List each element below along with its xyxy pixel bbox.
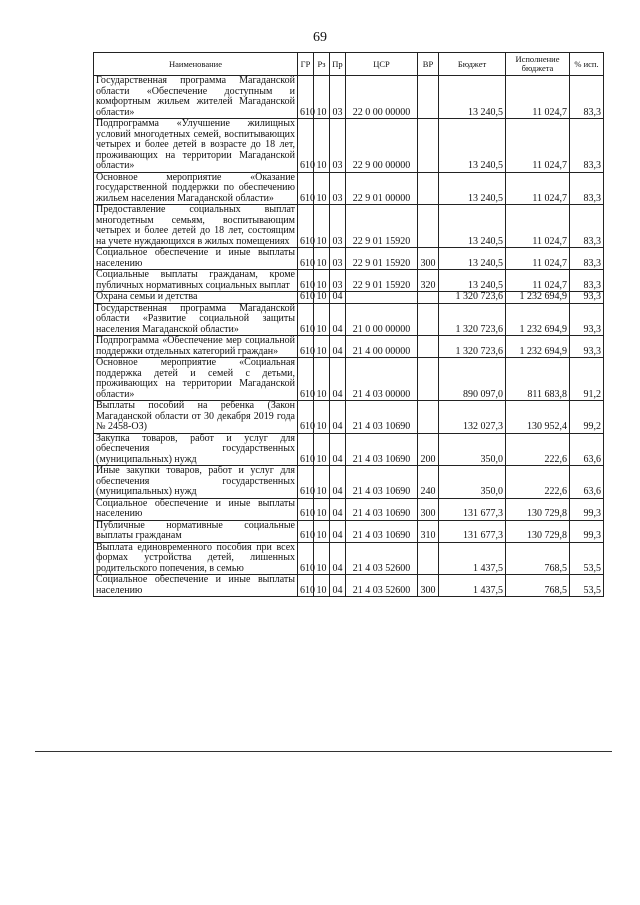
row-csr: 21 4 03 52600: [346, 575, 418, 597]
row-budget: 13 240,5: [439, 270, 506, 292]
row-vr: 300: [418, 498, 439, 520]
row-percent: 83,3: [570, 172, 604, 205]
row-execution: 1 232 694,9: [506, 303, 570, 336]
row-gr: 610: [298, 303, 314, 336]
row-execution: 11 024,7: [506, 172, 570, 205]
row-budget: 1 320 723,6: [439, 336, 506, 358]
row-name: Социальные выплаты гражданам, кроме публичных нормативных социальных выплат: [94, 270, 298, 292]
row-percent: 83,3: [570, 76, 604, 119]
row-pr: 04: [330, 520, 346, 542]
row-name: Социальное обеспечение и иные выплаты населению: [94, 575, 298, 597]
table-row: [94, 119, 604, 173]
row-budget: 890 097,0: [439, 358, 506, 401]
row-csr: 21 4 03 10690: [346, 401, 418, 434]
row-budget: 1 437,5: [439, 575, 506, 597]
row-pr: 04: [330, 466, 346, 499]
header-gr: ГР: [298, 53, 314, 76]
row-gr: 610: [298, 466, 314, 499]
row-name: Государственная программа Магаданской области «Обеспечение доступным и комфортным жильем жителей Магаданской области»: [94, 76, 298, 119]
row-csr: 22 9 01 00000: [346, 172, 418, 205]
row-percent: 99,3: [570, 498, 604, 520]
row-name: Публичные нормативные социальные выплаты гражданам: [94, 520, 298, 542]
row-execution: 811 683,8: [506, 358, 570, 401]
row-csr: 21 4 00 00000: [346, 336, 418, 358]
row-budget: 350,0: [439, 433, 506, 466]
row-percent: 83,3: [570, 119, 604, 173]
row-pr: 04: [330, 498, 346, 520]
header-name: Наименование: [94, 53, 298, 76]
row-name: Социальное обеспечение и иные выплаты населению: [94, 498, 298, 520]
row-pr: 04: [330, 575, 346, 597]
row-percent: 63,6: [570, 433, 604, 466]
table-row: [94, 401, 604, 434]
row-pr: 04: [330, 336, 346, 358]
row-percent: 83,3: [570, 205, 604, 248]
row-name: Основное мероприятие «Социальная поддержка детей и семей с детьми, проживающих на территории Магаданской области»: [94, 358, 298, 401]
row-vr: 300: [418, 248, 439, 270]
row-vr: 310: [418, 520, 439, 542]
row-pr: 03: [330, 119, 346, 173]
row-pr: 03: [330, 172, 346, 205]
row-budget: 131 677,3: [439, 498, 506, 520]
row-execution: 130 729,8: [506, 520, 570, 542]
row-rz: 10: [314, 303, 330, 336]
row-csr: 21 4 03 52600: [346, 542, 418, 575]
row-rz: 10: [314, 205, 330, 248]
row-csr: 22 9 00 00000: [346, 119, 418, 173]
row-name: Основное мероприятие «Оказание государственной поддержки по обеспечению жильем населения Магаданской области»: [94, 172, 298, 205]
row-vr: [418, 205, 439, 248]
row-percent: 53,5: [570, 575, 604, 597]
row-gr: 610: [298, 172, 314, 205]
row-name: Иные закупки товаров, работ и услуг для обеспечения государственных (муниципальных) нужд: [94, 466, 298, 499]
page-number: 69: [313, 30, 327, 45]
table-row: [94, 292, 604, 304]
row-gr: 610: [298, 498, 314, 520]
row-csr: 21 4 03 10690: [346, 520, 418, 542]
row-pr: 03: [330, 248, 346, 270]
header-csr: ЦСР: [346, 53, 418, 76]
row-gr: 610: [298, 292, 314, 304]
row-gr: 610: [298, 542, 314, 575]
row-rz: 10: [314, 401, 330, 434]
row-gr: 610: [298, 205, 314, 248]
table-row: [94, 336, 604, 358]
row-vr: [418, 542, 439, 575]
row-rz: 10: [314, 336, 330, 358]
row-csr: 21 4 03 10690: [346, 466, 418, 499]
row-csr: 21 4 03 10690: [346, 498, 418, 520]
row-percent: 91,2: [570, 358, 604, 401]
row-execution: 11 024,7: [506, 76, 570, 119]
table-row: [94, 520, 604, 542]
row-name: Предоставление социальных выплат многодетным семьям, воспитывающим четырех и более детей до 18 лет, состоящим на учете нуждающихся в жилых помещениях: [94, 205, 298, 248]
row-gr: 610: [298, 401, 314, 434]
row-name: Выплата единовременного пособия при всех формах устройства детей, лишенных родительского попечения, в семью: [94, 542, 298, 575]
row-rz: 10: [314, 292, 330, 304]
row-name: Охрана семьи и детства: [94, 292, 298, 304]
row-vr: [418, 172, 439, 205]
row-budget: 13 240,5: [439, 119, 506, 173]
row-pr: 04: [330, 542, 346, 575]
row-percent: 99,3: [570, 520, 604, 542]
table-row: [94, 498, 604, 520]
row-name: Выплаты пособий на ребенка (Закон Магаданской области от 30 декабря 2019 года № 2458-ОЗ): [94, 401, 298, 434]
row-budget: 13 240,5: [439, 248, 506, 270]
row-budget: 131 677,3: [439, 520, 506, 542]
row-vr: [418, 303, 439, 336]
row-vr: 320: [418, 270, 439, 292]
row-percent: 83,3: [570, 270, 604, 292]
row-name: Подпрограмма «Обеспечение мер социальной поддержки отдельных категорий граждан»: [94, 336, 298, 358]
row-rz: 10: [314, 358, 330, 401]
row-budget: 13 240,5: [439, 76, 506, 119]
row-name: Государственная программа Магаданской области «Развитие социальной защиты населения Магаданской области»: [94, 303, 298, 336]
row-execution: 768,5: [506, 575, 570, 597]
row-gr: 610: [298, 119, 314, 173]
table-row: [94, 270, 604, 292]
row-execution: 1 232 694,9: [506, 336, 570, 358]
table-row: [94, 466, 604, 499]
table-row: [94, 575, 604, 597]
row-vr: [418, 119, 439, 173]
table-row: [94, 303, 604, 336]
header-rz: Рз: [314, 53, 330, 76]
row-budget: 1 320 723,6: [439, 303, 506, 336]
row-pr: 04: [330, 433, 346, 466]
row-vr: [418, 292, 439, 304]
row-execution: 11 024,7: [506, 205, 570, 248]
row-percent: 93,3: [570, 303, 604, 336]
row-budget: 1 320 723,6: [439, 292, 506, 304]
row-gr: 610: [298, 336, 314, 358]
row-budget: 1 437,5: [439, 542, 506, 575]
row-rz: 10: [314, 433, 330, 466]
row-csr: [346, 292, 418, 304]
row-gr: 610: [298, 248, 314, 270]
budget-table: [93, 52, 604, 597]
row-rz: 10: [314, 498, 330, 520]
row-execution: 222,6: [506, 433, 570, 466]
row-vr: [418, 358, 439, 401]
header-vr: ВР: [418, 53, 439, 76]
row-pr: 03: [330, 205, 346, 248]
row-csr: 21 4 03 00000: [346, 358, 418, 401]
row-rz: 10: [314, 542, 330, 575]
row-vr: [418, 336, 439, 358]
table-row: [94, 248, 604, 270]
row-gr: 610: [298, 76, 314, 119]
row-budget: 350,0: [439, 466, 506, 499]
row-percent: 93,3: [570, 292, 604, 304]
row-execution: 130 952,4: [506, 401, 570, 434]
row-name: Подпрограмма «Улучшение жилищных условий многодетных семей, воспитывающих четырех и более детей в возрасте до 18 лет, проживающих на территории Магаданской области»: [94, 119, 298, 173]
row-execution: 130 729,8: [506, 498, 570, 520]
row-gr: 610: [298, 433, 314, 466]
row-csr: 22 9 01 15920: [346, 248, 418, 270]
row-budget: 13 240,5: [439, 172, 506, 205]
row-rz: 10: [314, 172, 330, 205]
row-rz: 10: [314, 248, 330, 270]
row-pr: 04: [330, 358, 346, 401]
row-budget: 13 240,5: [439, 205, 506, 248]
row-vr: 200: [418, 433, 439, 466]
row-execution: 11 024,7: [506, 119, 570, 173]
row-gr: 610: [298, 270, 314, 292]
row-rz: 10: [314, 575, 330, 597]
row-execution: 222,6: [506, 466, 570, 499]
row-name: Социальное обеспечение и иные выплаты населению: [94, 248, 298, 270]
row-gr: 610: [298, 358, 314, 401]
row-execution: 768,5: [506, 542, 570, 575]
row-percent: 93,3: [570, 336, 604, 358]
row-csr: 21 4 03 10690: [346, 433, 418, 466]
row-csr: 22 0 00 00000: [346, 76, 418, 119]
table-row: [94, 433, 604, 466]
row-pr: 04: [330, 303, 346, 336]
header-percent: % исп.: [570, 53, 604, 76]
header-pr: Пр: [330, 53, 346, 76]
row-csr: 22 9 01 15920: [346, 205, 418, 248]
header-budget: Бюджет: [439, 53, 506, 76]
row-percent: 53,5: [570, 542, 604, 575]
table-row: [94, 358, 604, 401]
row-execution: 11 024,7: [506, 248, 570, 270]
row-vr: [418, 76, 439, 119]
row-vr: 300: [418, 575, 439, 597]
header-execution: Исполнение бюджета: [506, 53, 570, 76]
row-name: Закупка товаров, работ и услуг для обеспечения государственных (муниципальных) нужд: [94, 433, 298, 466]
table-row: [94, 76, 604, 119]
row-rz: 10: [314, 119, 330, 173]
row-execution: 1 232 694,9: [506, 292, 570, 304]
row-gr: 610: [298, 520, 314, 542]
row-vr: 240: [418, 466, 439, 499]
row-csr: 22 9 01 15920: [346, 270, 418, 292]
row-execution: 11 024,7: [506, 270, 570, 292]
row-pr: 04: [330, 401, 346, 434]
table-row: [94, 542, 604, 575]
row-rz: 10: [314, 270, 330, 292]
row-percent: 99,2: [570, 401, 604, 434]
footer-divider: [35, 751, 612, 752]
row-gr: 610: [298, 575, 314, 597]
row-pr: 04: [330, 292, 346, 304]
row-rz: 10: [314, 466, 330, 499]
table-row: [94, 172, 604, 205]
row-pr: 03: [330, 270, 346, 292]
table-row: [94, 205, 604, 248]
row-percent: 83,3: [570, 248, 604, 270]
table-header-row: [94, 53, 604, 76]
row-pr: 03: [330, 76, 346, 119]
row-rz: 10: [314, 76, 330, 119]
row-vr: [418, 401, 439, 434]
row-rz: 10: [314, 520, 330, 542]
row-csr: 21 0 00 00000: [346, 303, 418, 336]
row-percent: 63,6: [570, 466, 604, 499]
row-budget: 132 027,3: [439, 401, 506, 434]
